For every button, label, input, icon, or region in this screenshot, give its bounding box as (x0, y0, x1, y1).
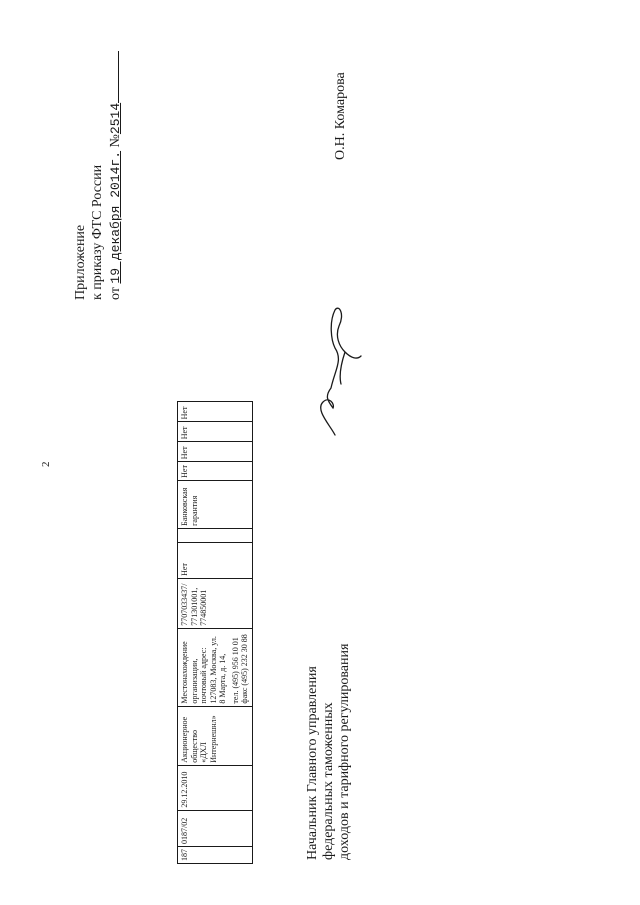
signatory-title-line3: доходов и тарифного регулирования (337, 643, 352, 860)
appendix-order-ref: к приказу ФТС России (90, 164, 105, 300)
cell-address (178, 628, 253, 706)
registry-table (177, 401, 253, 864)
number-underline (106, 51, 119, 103)
cell-index: 187 (178, 847, 253, 864)
cell-code: 0187/02 (178, 810, 253, 846)
page-number: 2 (40, 461, 52, 467)
appendix-header (72, 51, 124, 300)
cell-inn-kpp: 7707033437/ 771301001, 774850001 (178, 578, 253, 628)
date-prefix: от (108, 287, 123, 300)
cell-col12: Нет (178, 402, 253, 422)
phone-text: тел. (495) 956 10 01 (230, 637, 240, 704)
cell-col9: Нет (178, 462, 253, 481)
handwritten-signature (305, 300, 365, 440)
signatory-name: О.Н. Комарова (333, 72, 348, 160)
cell-col7 (178, 528, 253, 542)
signatory-title-line2: федеральных таможенных (321, 702, 336, 860)
appendix-date-line (106, 51, 124, 300)
signatory-title (305, 644, 353, 860)
fax-text: факс (495) 232 30 88 (240, 634, 249, 704)
cell-guarantee: Банковская гарантия (178, 480, 253, 528)
order-date: 19 декабря 2014г. (108, 150, 123, 284)
table-row (178, 402, 253, 864)
number-prefix: № (108, 134, 123, 148)
address-text: Местонахождение организации, почтовый адрес: 127083, Москва, ул. 8 Марта, д. 14, (180, 636, 227, 704)
cell-col6: Нет (178, 542, 253, 578)
signatory-title-line1: Начальник Главного управления (305, 666, 320, 860)
cell-col10: Нет (178, 442, 253, 462)
order-number: 2514 (108, 102, 123, 135)
cell-organization: Акционерное общество «ДХЛ Интернешнл» (178, 706, 253, 765)
appendix-title: Приложение (73, 224, 88, 300)
cell-date: 29.12.2010 (178, 765, 253, 810)
cell-col11: Нет (178, 422, 253, 442)
